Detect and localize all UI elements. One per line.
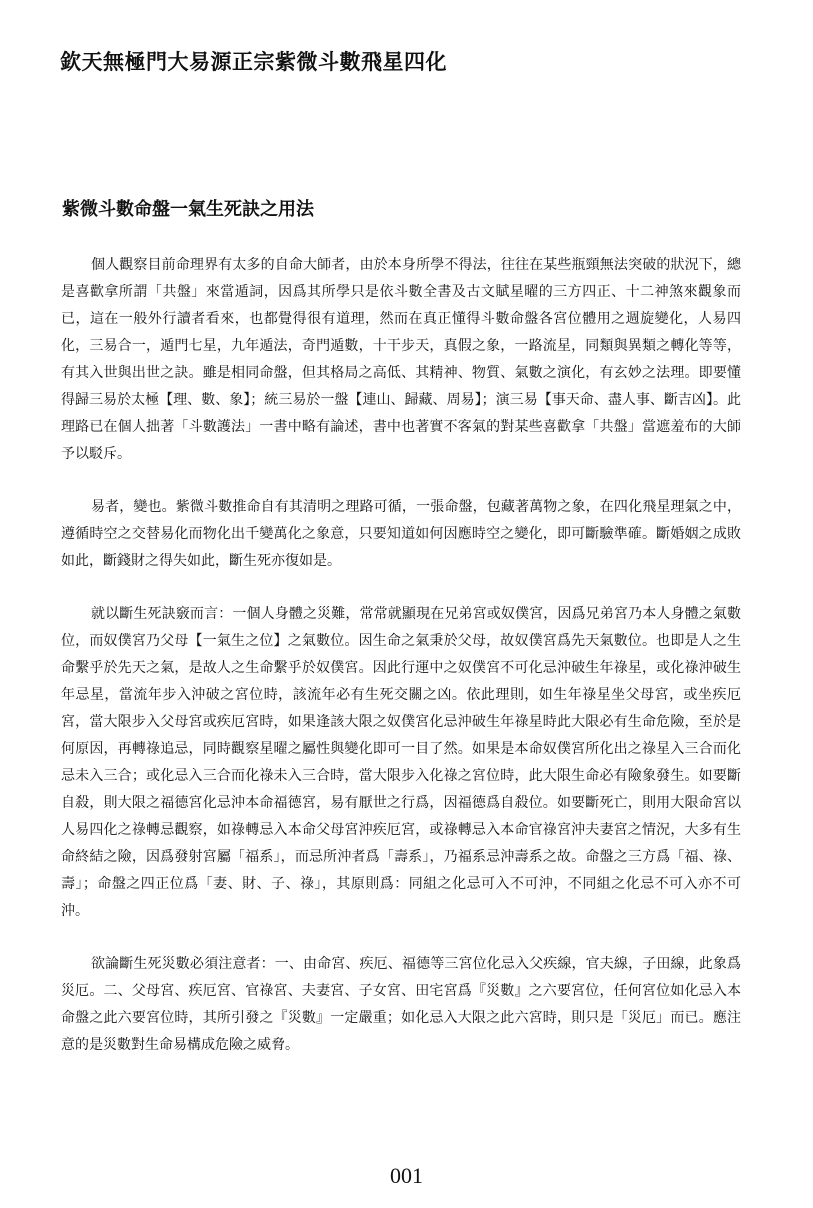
section-heading: 紫微斗數命盤一氣生死訣之用法: [62, 199, 314, 220]
page-number: 001: [390, 1163, 423, 1188]
paragraph-2: 易者，變也。紫微斗數推命自有其清明之理路可循，一張命盤，包藏著萬物之象，在四化飛星理氣之中，遵循時空之交替易化而物化出千變萬化之象意，只要知道如何因應時空之變化，即可斷驗準確。斷婚姻之成敗如此，斷錢財之得失如此，斷生死亦復如是。: [61, 499, 741, 569]
paragraph-1: 個人觀察目前命理界有太多的自命大師者，由於本身所學不得法，往往在某些瓶頸無法突破的狀況下，總是喜歡拿所謂「共盤」來當遁詞，因爲其所學只是依斗數全書及古文賦星曜的三方四正、十二神煞來觀象而已，這在一般外行讀者看來，也都覺得很有道理，然而在真正懂得斗數命盤各宮位體用之週旋變化，人易四化，三易合一，遁門七星，九年遁法，奇門遁數，十干步天，真假之象，一路流星，同類與異類之轉化等等，有其入世與出世之訣。雖是相同命盤，但其格局之高低、其精神、物質、氣數之演化，有玄妙之法理。即要懂得歸三易於太極【理、數、象】；統三易於一盤【連山、歸藏、周易】；演三易【事天命、盡人事、斷吉凶】。此理路已在個人拙著「斗數護法」一書中略有論述，書中也著實不客氣的對某些喜歡拿「共盤」當遮羞布的大師予以駁斥。: [61, 257, 741, 462]
body-text: [61, 252, 741, 1085]
page-title: 欽天無極門大易源正宗紫微斗數飛星四化: [60, 50, 447, 74]
paragraph-4: 欲論斷生死災數必須注意者：一、由命宮、疾厄、福德等三宮位化忌入父疾線，官夫線，子田線，此象爲災厄。二、父母宮、疾厄宮、官祿宮、夫妻宮、子女宮、田宅宮爲『災數』之六要宮位，任何宮位如化忌入本命盤之此六要宮位時，其所引發之『災數』一定嚴重；如化忌入大限之此六宮時，則只是「災厄」而已。應注意的是災數對生命易構成危險之威脅。: [61, 956, 741, 1053]
paragraph-3: 就以斷生死訣竅而言：一個人身體之災難，常常就顯現在兄弟宮或奴僕宮，因爲兄弟宮乃本人身體之氣數位，而奴僕宮乃父母【一氣生之位】之氣數位。因生命之氣秉於父母，故奴僕宮爲先天氣數位。也即是人之生命繫乎於先天之氣，是故人之生命繫乎於奴僕宮。因此行運中之奴僕宮不可化忌沖破生年祿星，或化祿沖破生年忌星，當流年步入沖破之宮位時，該流年必有生死交關之凶。依此理則，如生年祿星坐父母宮，或坐疾厄宮，當大限步入父母宮或疾厄宮時，如果逢該大限之奴僕宮化忌沖破生年祿星時此大限必有生命危險，至於是何原因，再轉祿追忌，同時觀察星曜之屬性與變化即可一目了然。如果是本命奴僕宮所化出之祿星入三合而化忌未入三合；或化忌入三合而化祿未入三合時，當大限步入化祿之宮位時，此大限生命必有險象發生。如要斷自殺，則大限之福德宮化忌沖本命福德宮，易有厭世之行爲，因福德爲自殺位。如要斷死亡，則用大限命宮以人易四化之祿轉忌觀察，如祿轉忌入本命父母宮沖疾厄宮，或祿轉忌入本命官祿宮沖夫妻宮之情況，大多有生命終結之險，因爲發射宮屬「福系」，而忌所沖者爲「壽系」，乃福系忌沖壽系之故。命盤之三方爲「福、祿、壽」；命盤之四正位爲「妻、財、子、祿」，其原則爲：同組之化忌可入不可沖，不同組之化忌不可入亦不可沖。: [61, 606, 741, 919]
